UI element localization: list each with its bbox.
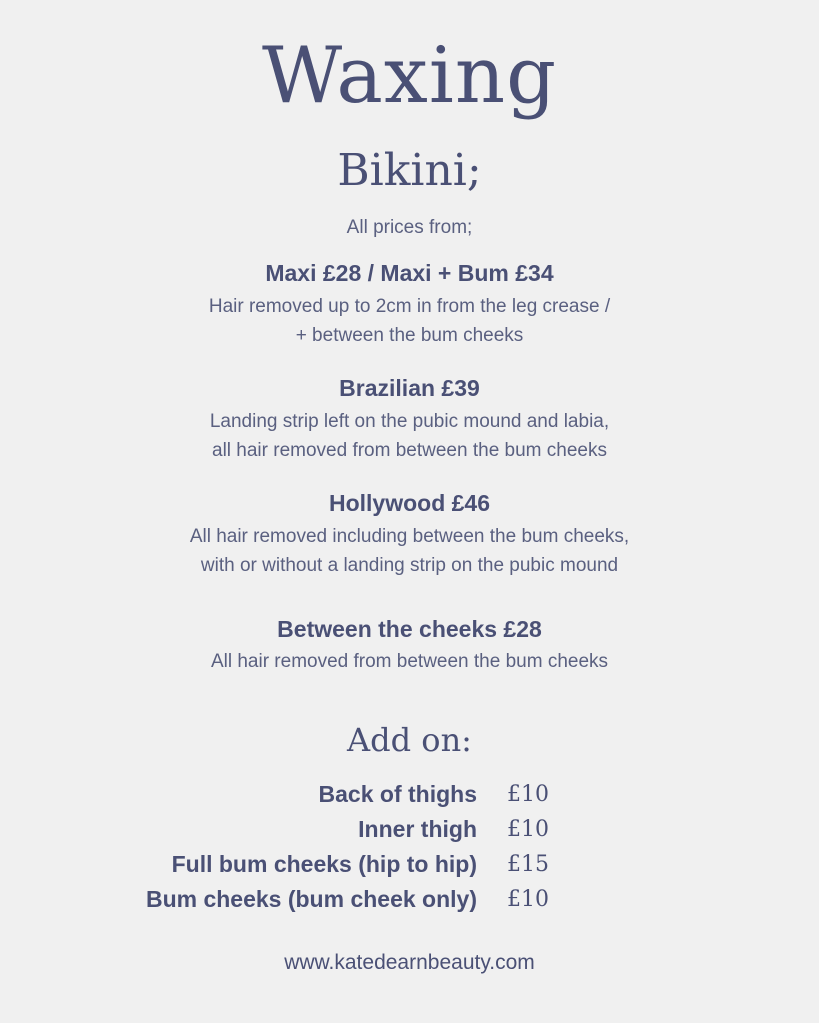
prices-intro-text: All prices from;: [346, 217, 473, 238]
website-url: www.katedearnbeauty.com: [284, 951, 535, 974]
section-subtitle: Bikini;: [337, 145, 482, 196]
page-title: Waxing: [262, 31, 557, 121]
addons-heading: Add on:: [347, 721, 472, 759]
addon-price: £10: [507, 817, 549, 842]
service-description-line: Landing strip left on the pubic mound and labia,: [209, 411, 610, 432]
addon-price: £15: [507, 852, 549, 877]
addon-price: £10: [507, 887, 549, 912]
service-description-line: Hair removed up to 2cm in from the leg crease /: [208, 296, 611, 317]
addon-name: Bum cheeks (bum cheek only): [145, 886, 477, 912]
addon-name: Full bum cheeks (hip to hip): [171, 851, 477, 877]
service-description-line: All hair removed including between the bum cheeks,: [189, 526, 630, 547]
service-description-line: All hair removed from between the bum cheeks: [210, 651, 609, 672]
service-name: Maxi £28 / Maxi + Bum £34: [265, 260, 554, 286]
service-description-line: with or without a landing strip on the pubic mound: [200, 555, 619, 576]
addon-name: Back of thighs: [318, 781, 477, 807]
service-name: Hollywood £46: [328, 490, 491, 516]
service-description-line: all hair removed from between the bum cheeks: [212, 440, 607, 461]
addon-row: [0, 812, 819, 847]
addon-price: £10: [507, 782, 549, 807]
addon-name: Inner thigh: [358, 816, 477, 842]
service-name: Between the cheeks £28: [277, 616, 542, 642]
addon-row: [0, 847, 819, 882]
addon-row: [0, 882, 819, 917]
service-name: Brazilian £39: [339, 375, 480, 401]
service-description-line: + between the bum cheeks: [295, 325, 524, 346]
addon-row: [0, 777, 819, 812]
